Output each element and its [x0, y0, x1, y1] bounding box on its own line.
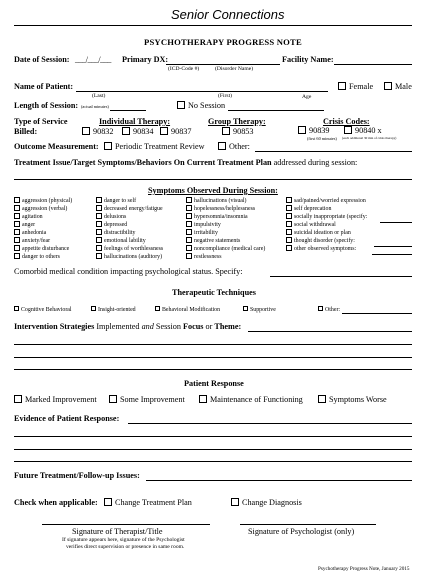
code-90839-checkbox[interactable] [298, 126, 306, 134]
symptom-label: self deprecation [294, 206, 332, 213]
technique-behavioral[interactable]: Behavioral Modification [155, 306, 220, 313]
intervention-line-1[interactable] [248, 331, 412, 332]
female-option[interactable]: Female [338, 82, 373, 91]
symptom-appetite-disturbance[interactable] [14, 245, 72, 253]
symptom-danger-to-self[interactable] [96, 197, 163, 205]
change-dx-option[interactable]: Change Diagnosis [231, 498, 302, 507]
symptom-checkbox[interactable] [286, 213, 292, 219]
symptom-checkbox[interactable] [14, 221, 20, 227]
technique-insight[interactable]: Insight-oriented [91, 306, 136, 313]
date-field[interactable]: ___/___/___ [75, 55, 111, 64]
socially-inappropriate-specify-field[interactable] [380, 222, 412, 223]
symptom-self-deprecation[interactable] [286, 205, 367, 213]
symptom-sad-pained-worried-expression[interactable] [286, 197, 367, 205]
change-plan-option[interactable]: Change Treatment Plan [104, 498, 192, 507]
periodic-review-option[interactable]: Periodic Treatment Review [104, 142, 205, 151]
code-90834-checkbox[interactable] [122, 127, 130, 135]
symptom-label: other observed symptoms: [294, 246, 357, 253]
symptom-checkbox[interactable] [96, 197, 102, 203]
no-session-option[interactable]: No Session [177, 101, 225, 110]
symptom-impulsivity[interactable] [186, 221, 265, 229]
symptom-label: anxiety/fear [22, 238, 51, 245]
symptom-checkbox[interactable] [286, 197, 292, 203]
code-90853[interactable]: 90853 [222, 127, 253, 136]
other-symptoms-field[interactable] [372, 254, 412, 255]
maintenance-checkbox[interactable] [199, 395, 207, 403]
response-maintenance[interactable]: Maintenance of Functioning [199, 395, 303, 404]
footer: Psychotherapy Progress Note, January 2015 [318, 566, 410, 572]
evidence-line-4[interactable] [14, 461, 412, 462]
symptom-label: emotional lability [104, 238, 146, 245]
technique-supportive[interactable]: Supportive [243, 306, 276, 313]
evidence-label: Evidence of Patient Response: [14, 414, 120, 423]
crisis-codes-label: Crisis Codes: [323, 117, 370, 126]
symptom-label: anger [22, 222, 36, 229]
treatment-issue-label: Treatment Issue/Target Symptoms/Behaviors On Current Treatment Plan addressed during session: [14, 158, 358, 167]
code-90832[interactable]: 90832 [82, 127, 113, 136]
code-90834[interactable]: 90834 [122, 127, 153, 136]
response-worse[interactable]: Symptoms Worse [318, 395, 387, 404]
symptom-label: danger to others [22, 254, 60, 261]
icd-code-hint: (ICD-Code #) [168, 66, 200, 72]
male-option[interactable]: Male [384, 82, 412, 91]
symptom-hallucinations-auditory[interactable] [96, 253, 163, 261]
symptom-label: agitation [22, 214, 43, 221]
symptom-label: impulsivity [194, 222, 221, 229]
evidence-line-1[interactable] [128, 423, 412, 424]
symptom-aggression-verbal[interactable] [14, 205, 72, 213]
symptom-checkbox[interactable] [14, 245, 20, 251]
future-label: Future Treatment/Follow-up Issues: [14, 471, 140, 480]
change-plan-checkbox[interactable] [104, 498, 112, 506]
symptom-checkbox[interactable] [96, 221, 102, 227]
symptom-checkbox[interactable] [96, 245, 102, 251]
symptom-label: decreased energy/fatigue [104, 206, 163, 213]
symptom-hallucinations-visual[interactable] [186, 197, 265, 205]
symptom-label: restlessness [194, 254, 222, 261]
insight-checkbox[interactable] [91, 306, 96, 311]
symptom-label: appetite disturbance [22, 246, 70, 253]
symptom-label: distractibility [104, 230, 136, 237]
symptom-checkbox[interactable] [96, 205, 102, 211]
symptom-noncompliance-medical-care[interactable] [186, 245, 265, 253]
intervention-line-2[interactable] [14, 344, 412, 345]
symptom-checkbox[interactable] [96, 253, 102, 259]
symptom-checkbox[interactable] [186, 221, 192, 227]
outcome-other-option[interactable]: Other: [218, 142, 250, 151]
comorbid-field[interactable] [270, 276, 412, 277]
future-line-1[interactable] [146, 480, 412, 481]
age-field[interactable] [298, 91, 328, 92]
symptom-anxiety-fear[interactable] [14, 237, 72, 245]
intervention-line-3[interactable] [14, 357, 412, 358]
no-session-checkbox[interactable] [177, 101, 185, 109]
some-checkbox[interactable] [109, 395, 117, 403]
symptom-label: hallucinations (visual) [194, 198, 247, 204]
treatment-issue-field[interactable] [14, 179, 412, 180]
symptom-label: hopelessness/helplessness [194, 206, 256, 213]
symptom-decreased-energy-fatigue[interactable] [96, 205, 163, 213]
symptom-agitation[interactable] [14, 213, 72, 221]
symptom-checkbox[interactable] [186, 253, 192, 259]
technique-other[interactable]: Other: [318, 306, 340, 313]
symptom-checkbox[interactable] [286, 237, 292, 243]
marked-checkbox[interactable] [14, 395, 22, 403]
symptom-checkbox[interactable] [14, 237, 20, 243]
technique-cognitive[interactable]: Cognitive Behavioral [14, 306, 72, 313]
female-checkbox[interactable] [338, 82, 346, 90]
type-of-service-label: Type of Service [14, 117, 68, 126]
check-applicable-label: Check when applicable: [14, 498, 98, 507]
evidence-line-3[interactable] [14, 449, 412, 450]
first-name-hint: (First) [218, 93, 232, 99]
symptom-restlessness[interactable] [186, 253, 265, 261]
patient-name-label: Name of Patient: [14, 82, 74, 91]
technique-other-field[interactable] [342, 313, 412, 314]
symptom-checkbox[interactable] [286, 205, 292, 211]
worse-checkbox[interactable] [318, 395, 326, 403]
symptom-checkbox[interactable] [286, 221, 292, 227]
symptom-label: hypersomnia/insomnia [194, 214, 248, 221]
date-label: Date of Session: [14, 55, 70, 64]
therapist-note-2: verifies direct supervision or presence in same room. [66, 544, 185, 550]
symptom-danger-to-others[interactable] [14, 253, 72, 261]
symptom-irritability[interactable] [186, 229, 265, 237]
symptom-label: aggression (verbal) [22, 206, 68, 213]
symptom-other-observed-symptoms[interactable] [286, 245, 367, 253]
length-field[interactable] [110, 110, 146, 111]
code-90853-checkbox[interactable] [222, 127, 230, 135]
symptom-checkbox[interactable] [14, 197, 20, 203]
symptom-feelings-of-worthlessness[interactable] [96, 245, 163, 253]
symptom-label: suicidal ideation or plan [294, 230, 351, 237]
symptom-checkbox[interactable] [96, 237, 102, 243]
code-90832-checkbox[interactable] [82, 127, 90, 135]
change-dx-checkbox[interactable] [231, 498, 239, 506]
symptom-emotional-lability[interactable] [96, 237, 163, 245]
symptom-checkbox[interactable] [96, 213, 102, 219]
symptom-label: socially inappropriate (specify: [294, 214, 368, 221]
symptom-label: aggression (physical) [22, 198, 73, 204]
response-some[interactable]: Some Improvement [109, 395, 185, 404]
age-hint: Age [302, 94, 312, 100]
facility-field[interactable] [334, 64, 412, 65]
symptoms-heading: Symptoms Observed During Session: [148, 186, 278, 195]
therapist-note-1: If signature appears here, signature of the Psychologist [62, 537, 185, 543]
symptom-checkbox[interactable] [186, 197, 192, 203]
symptom-checkbox[interactable] [186, 205, 192, 211]
symptom-checkbox[interactable] [286, 229, 292, 235]
periodic-review-checkbox[interactable] [104, 142, 112, 150]
cognitive-checkbox[interactable] [14, 306, 19, 311]
length-hint: (actual minutes) [81, 104, 109, 109]
psychologist-signature-line[interactable] [240, 524, 376, 525]
symptom-social-withdrawal[interactable] [286, 221, 367, 229]
outcome-other-field[interactable] [255, 151, 412, 152]
code-90840-checkbox[interactable] [344, 126, 352, 134]
billed-label: Billed: [14, 127, 38, 136]
symptoms-col3 [186, 197, 265, 261]
additional-crisis-note: (each additional 30 min of crisis therapy) [342, 136, 397, 140]
symptom-depressed[interactable] [96, 221, 163, 229]
outcome-other-checkbox[interactable] [218, 142, 226, 150]
intervention-line-4[interactable] [14, 369, 412, 370]
symptom-checkbox[interactable] [14, 205, 20, 211]
symptom-negative-statements[interactable] [186, 237, 265, 245]
outcome-label: Outcome Measurement: [14, 142, 99, 151]
supportive-checkbox[interactable] [243, 306, 248, 311]
symptom-thought-disorder-specify[interactable] [286, 237, 367, 245]
male-checkbox[interactable] [384, 82, 392, 90]
symptom-checkbox[interactable] [14, 229, 20, 235]
symptom-suicidal-ideation-or-plan[interactable] [286, 229, 367, 237]
symptom-hypersomnia-insomnia[interactable] [186, 213, 265, 221]
response-heading: Patient Response [184, 379, 244, 388]
symptom-label: social withdrawal [294, 222, 336, 229]
primary-dx-field[interactable] [166, 64, 280, 65]
symptom-checkbox[interactable] [186, 213, 192, 219]
symptom-label: hallucinations (auditory) [104, 254, 163, 261]
symptoms-col1 [14, 197, 72, 261]
no-session-field[interactable] [228, 110, 324, 111]
symptom-label: negative statements [194, 238, 241, 245]
behavioral-checkbox[interactable] [155, 306, 160, 311]
facility-label: Facility Name: [282, 55, 334, 64]
symptom-distractibility[interactable] [96, 229, 163, 237]
psychologist-signature-label: Signature of Psychologist (only) [248, 527, 355, 536]
symptom-checkbox[interactable] [14, 253, 20, 259]
length-label: Length of Session: [14, 101, 79, 110]
symptom-checkbox[interactable] [186, 237, 192, 243]
thought-disorder-specify-field[interactable] [374, 246, 412, 247]
symptom-delusions[interactable] [96, 213, 163, 221]
symptom-label: danger to self [104, 198, 137, 204]
symptom-checkbox[interactable] [186, 229, 192, 235]
code-90840[interactable]: 90840 x [344, 126, 382, 135]
symptom-label: irritability [194, 230, 218, 237]
symptom-checkbox[interactable] [286, 245, 292, 251]
response-marked[interactable]: Marked Improvement [14, 395, 97, 404]
first-60-minutes-note: (first 60 minutes) [307, 136, 337, 141]
evidence-line-2[interactable] [14, 436, 412, 437]
symptom-socially-inappropriate-specify[interactable] [286, 213, 367, 221]
page-title: PSYCHOTHERAPY PROGRESS NOTE [144, 37, 302, 47]
last-name-hint: (Last) [92, 93, 106, 99]
symptoms-col2 [96, 197, 163, 261]
code-90837-checkbox[interactable] [160, 127, 168, 135]
header-rule [14, 25, 412, 26]
symptom-checkbox[interactable] [96, 229, 102, 235]
symptom-label: thought disorder (specify: [294, 238, 355, 245]
symptom-label: anhedonia [22, 230, 47, 237]
symptom-anhedonia[interactable] [14, 229, 72, 237]
therapist-signature-line[interactable] [42, 524, 210, 525]
symptoms-col4 [286, 197, 367, 253]
individual-therapy-label: Individual Therapy: [99, 117, 171, 126]
symptom-hopelessness-helplessness[interactable] [186, 205, 265, 213]
symptom-label: depressed [104, 222, 128, 229]
code-90839[interactable]: 90839 [298, 126, 329, 135]
org-name: Senior Connections [171, 7, 285, 22]
symptom-label: delusions [104, 214, 127, 221]
intervention-label: Intervention Strategies Implemented and Session Focus or Theme: [14, 322, 242, 331]
symptom-label: sad/pained/worried expression [294, 198, 366, 204]
techniques-heading: Therapeutic Techniques [172, 288, 256, 297]
technique-other-checkbox[interactable] [318, 306, 323, 311]
comorbid-label: Comorbid medical condition impacting psychological status. Specify: [14, 267, 243, 276]
therapist-signature-label: Signature of Therapist/Title [72, 527, 163, 536]
symptom-label: noncompliance (medical care) [194, 246, 266, 253]
symptom-checkbox[interactable] [186, 245, 192, 251]
symptom-anger[interactable] [14, 221, 72, 229]
symptom-label: feelings of worthlessness [104, 246, 164, 253]
disorder-name-hint: (Disorder Name) [215, 66, 254, 72]
symptom-aggression-physical[interactable] [14, 197, 72, 205]
symptom-checkbox[interactable] [14, 213, 20, 219]
patient-name-field[interactable] [76, 91, 326, 92]
group-therapy-label: Group Therapy: [208, 117, 266, 126]
code-90837[interactable]: 90837 [160, 127, 191, 136]
primary-dx-label: Primary DX: [122, 55, 169, 64]
